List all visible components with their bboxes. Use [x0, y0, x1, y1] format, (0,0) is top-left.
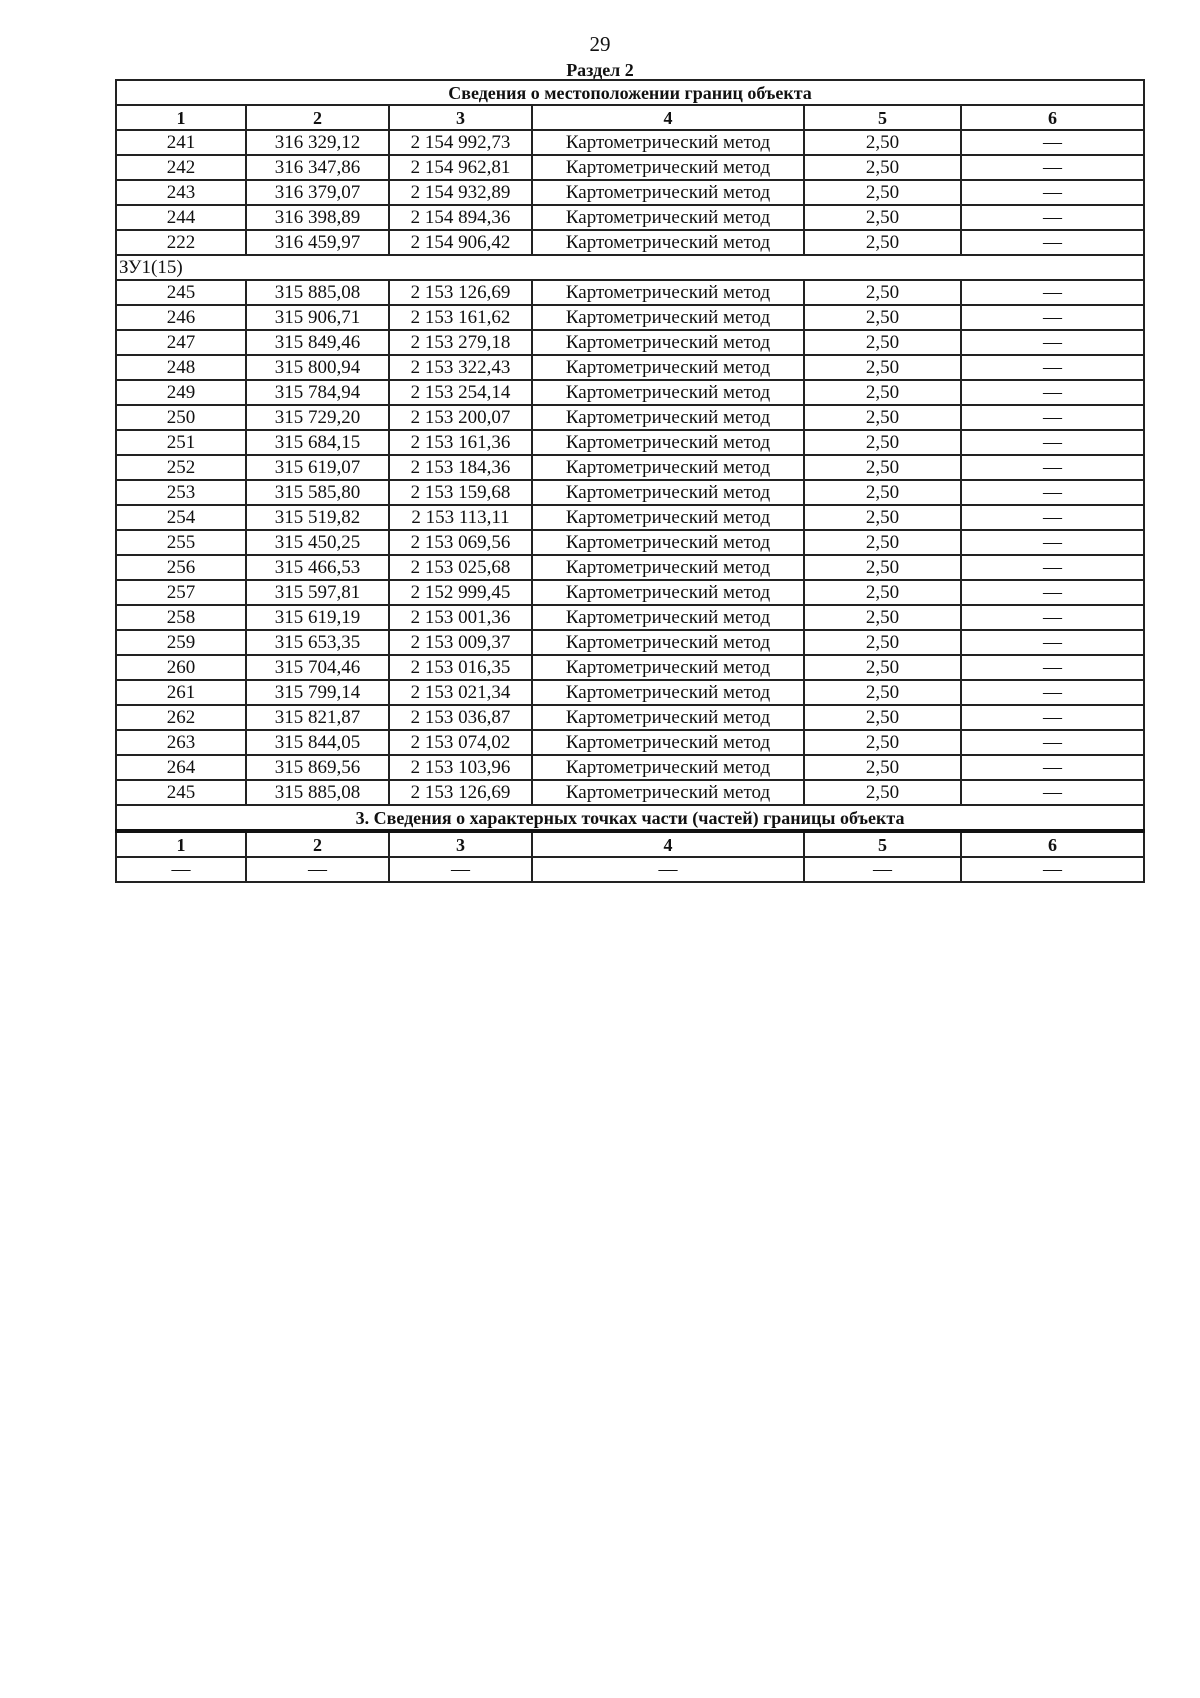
table-row [116, 405, 1144, 430]
table-cell: 315 585,80 [246, 480, 389, 505]
table-cell: Картометрический метод [532, 430, 804, 455]
column-header: 5 [804, 831, 961, 857]
table-cell: Картометрический метод [532, 380, 804, 405]
column-header: 5 [804, 105, 961, 130]
column-header: 2 [246, 831, 389, 857]
table-cell: 2 154 906,42 [389, 230, 532, 255]
table-cell: — [961, 455, 1144, 480]
table-cell: 2,50 [804, 580, 961, 605]
table-cell: 2,50 [804, 155, 961, 180]
table-cell: 2,50 [804, 330, 961, 355]
table-cell: 2 153 322,43 [389, 355, 532, 380]
section3-column-header-row [116, 831, 1144, 857]
table-cell: — [961, 655, 1144, 680]
table-cell: Картометрический метод [532, 280, 804, 305]
table-cell: — [961, 355, 1144, 380]
table-cell: Картометрический метод [532, 780, 804, 805]
column-header: 3 [389, 831, 532, 857]
table-cell: — [961, 705, 1144, 730]
table-row [116, 680, 1144, 705]
table-cell: — [961, 605, 1144, 630]
table-cell: 316 459,97 [246, 230, 389, 255]
column-header: 4 [532, 105, 804, 130]
table-cell: 242 [116, 155, 246, 180]
table-cell: 2,50 [804, 230, 961, 255]
table-row [116, 857, 1144, 882]
table-cell: Картометрический метод [532, 730, 804, 755]
table-cell: Картометрический метод [532, 180, 804, 205]
table-cell: 2,50 [804, 780, 961, 805]
column-header: 1 [116, 105, 246, 130]
table-cell: 2,50 [804, 530, 961, 555]
table-cell: 2,50 [804, 205, 961, 230]
boundary-table [115, 79, 1145, 883]
table-cell: — [961, 505, 1144, 530]
table-row [116, 230, 1144, 255]
group-label-section [116, 255, 1144, 280]
table-cell: 263 [116, 730, 246, 755]
table-cell: — [961, 730, 1144, 755]
column-header: 1 [116, 831, 246, 857]
group-label-row [116, 255, 1144, 280]
table-cell: 2 154 932,89 [389, 180, 532, 205]
table-cell: 2 154 992,73 [389, 130, 532, 155]
table-row [116, 180, 1144, 205]
table-cell: Картометрический метод [532, 405, 804, 430]
rows-group-a [116, 130, 1144, 255]
table-cell: 255 [116, 530, 246, 555]
table-cell: 2 153 161,62 [389, 305, 532, 330]
table-cell: 249 [116, 380, 246, 405]
table-cell: — [116, 857, 246, 882]
table-cell: 2 153 021,34 [389, 680, 532, 705]
table-cell: — [961, 430, 1144, 455]
table-cell: Картометрический метод [532, 655, 804, 680]
table-cell: — [961, 205, 1144, 230]
table-cell: 257 [116, 580, 246, 605]
table-cell: 315 844,05 [246, 730, 389, 755]
table-cell: 2 152 999,45 [389, 580, 532, 605]
table-cell: Картометрический метод [532, 205, 804, 230]
table-cell: 2 153 279,18 [389, 330, 532, 355]
table-cell: 2,50 [804, 380, 961, 405]
table-cell: 315 619,19 [246, 605, 389, 630]
table-cell: 315 885,08 [246, 780, 389, 805]
table-cell: 2,50 [804, 355, 961, 380]
table-cell: — [961, 380, 1144, 405]
table-cell: — [961, 280, 1144, 305]
table-cell: Картометрический метод [532, 605, 804, 630]
table-cell: 260 [116, 655, 246, 680]
table-cell: 248 [116, 355, 246, 380]
table-cell: 2,50 [804, 405, 961, 430]
table-cell: — [804, 857, 961, 882]
table-cell: — [961, 857, 1144, 882]
table-cell: 315 619,07 [246, 455, 389, 480]
table-cell: 2,50 [804, 280, 961, 305]
table-row [116, 580, 1144, 605]
table-cell: 2 153 001,36 [389, 605, 532, 630]
table-heading: Сведения о местоположении границ объекта [116, 80, 1144, 105]
table-cell: — [961, 155, 1144, 180]
table-cell: 315 821,87 [246, 705, 389, 730]
table-cell: — [246, 857, 389, 882]
table-cell: 252 [116, 455, 246, 480]
table-row [116, 205, 1144, 230]
table-cell: 245 [116, 280, 246, 305]
table-cell: 2 153 016,35 [389, 655, 532, 680]
table-cell: 316 379,07 [246, 180, 389, 205]
table-cell: Картометрический метод [532, 130, 804, 155]
table-cell: 2,50 [804, 680, 961, 705]
table-cell: 316 398,89 [246, 205, 389, 230]
table-row [116, 430, 1144, 455]
table-cell: — [961, 580, 1144, 605]
table-cell: 222 [116, 230, 246, 255]
table-cell: 2 154 894,36 [389, 205, 532, 230]
table-cell: 2 153 069,56 [389, 530, 532, 555]
table-cell: 2,50 [804, 730, 961, 755]
table-cell: 315 684,15 [246, 430, 389, 455]
table-row [116, 380, 1144, 405]
table-cell: 262 [116, 705, 246, 730]
table-cell: 315 729,20 [246, 405, 389, 430]
table-cell: 264 [116, 755, 246, 780]
table-cell: 315 869,56 [246, 755, 389, 780]
table-cell: 2,50 [804, 305, 961, 330]
table-cell: 2 153 009,37 [389, 630, 532, 655]
table-row [116, 755, 1144, 780]
table-cell: — [961, 130, 1144, 155]
table-row [116, 730, 1144, 755]
table-cell: 2,50 [804, 630, 961, 655]
table-cell: 244 [116, 205, 246, 230]
table-cell: 259 [116, 630, 246, 655]
table-cell: 243 [116, 180, 246, 205]
table-cell: — [961, 555, 1144, 580]
table-row [116, 655, 1144, 680]
table-cell: 315 799,14 [246, 680, 389, 705]
group-label: ЗУ1(15) [116, 255, 1144, 280]
table-cell: Картометрический метод [532, 455, 804, 480]
table-cell: 2,50 [804, 480, 961, 505]
table-cell: Картометрический метод [532, 530, 804, 555]
table-cell: 2 153 113,11 [389, 505, 532, 530]
table-row [116, 330, 1144, 355]
table-cell: 315 597,81 [246, 580, 389, 605]
column-header: 2 [246, 105, 389, 130]
section3-heading: 3. Сведения о характерных точках части (частей) границы объекта [116, 805, 1144, 831]
column-header: 3 [389, 105, 532, 130]
table-cell: 315 849,46 [246, 330, 389, 355]
table-row [116, 605, 1144, 630]
column-header: 4 [532, 831, 804, 857]
table-cell: Картометрический метод [532, 555, 804, 580]
table-cell: — [961, 530, 1144, 555]
table-cell: Картометрический метод [532, 755, 804, 780]
table-cell: Картометрический метод [532, 355, 804, 380]
table-cell: 2 153 036,87 [389, 705, 532, 730]
table-cell: 316 329,12 [246, 130, 389, 155]
table-cell: — [961, 480, 1144, 505]
table-row [116, 530, 1144, 555]
table-cell: 256 [116, 555, 246, 580]
table-cell: — [389, 857, 532, 882]
column-header: 6 [961, 831, 1144, 857]
table-row [116, 630, 1144, 655]
table-cell: 2,50 [804, 455, 961, 480]
table-cell: — [961, 230, 1144, 255]
table-row [116, 705, 1144, 730]
table-cell: 245 [116, 780, 246, 805]
table-cell: 254 [116, 505, 246, 530]
table-row [116, 355, 1144, 380]
table-cell: — [961, 780, 1144, 805]
table-cell: 258 [116, 605, 246, 630]
table-cell: 2 153 161,36 [389, 430, 532, 455]
table-cell: 250 [116, 405, 246, 430]
table-cell: — [961, 405, 1144, 430]
table-cell: 315 450,25 [246, 530, 389, 555]
table-row [116, 455, 1144, 480]
table-row [116, 155, 1144, 180]
table-cell: 2,50 [804, 755, 961, 780]
table-cell: 2,50 [804, 430, 961, 455]
table-cell: 2 153 159,68 [389, 480, 532, 505]
table-cell: 315 519,82 [246, 505, 389, 530]
table-cell: 2,50 [804, 705, 961, 730]
table-row [116, 780, 1144, 805]
table-cell: 2,50 [804, 130, 961, 155]
table-cell: 246 [116, 305, 246, 330]
table-cell: 2,50 [804, 655, 961, 680]
section-title: Раздел 2 [566, 60, 634, 80]
table-row [116, 130, 1144, 155]
column-header-row [116, 105, 1144, 130]
table-cell: Картометрический метод [532, 630, 804, 655]
rows-group-b [116, 280, 1144, 805]
table-cell: 2,50 [804, 180, 961, 205]
table-cell: 2 153 184,36 [389, 455, 532, 480]
table-row [116, 555, 1144, 580]
table-cell: 261 [116, 680, 246, 705]
table-cell: 315 653,35 [246, 630, 389, 655]
table-cell: 253 [116, 480, 246, 505]
table-cell: Картометрический метод [532, 305, 804, 330]
table-cell: 315 704,46 [246, 655, 389, 680]
table-cell: 315 885,08 [246, 280, 389, 305]
table-cell: Картометрический метод [532, 230, 804, 255]
table-cell: 315 800,94 [246, 355, 389, 380]
table-cell: — [961, 630, 1144, 655]
table-heading-row [116, 80, 1144, 105]
table-cell: Картометрический метод [532, 680, 804, 705]
section3-heading-row [116, 805, 1144, 831]
table-cell: 2 153 200,07 [389, 405, 532, 430]
table-cell: 315 906,71 [246, 305, 389, 330]
table-cell: — [961, 330, 1144, 355]
table-cell: 315 466,53 [246, 555, 389, 580]
table-cell: — [961, 755, 1144, 780]
table-cell: 316 347,86 [246, 155, 389, 180]
table-cell: 315 784,94 [246, 380, 389, 405]
table-cell: 251 [116, 430, 246, 455]
table-cell: Картометрический метод [532, 505, 804, 530]
table-row [116, 505, 1144, 530]
table-cell: — [961, 180, 1144, 205]
table-cell: Картометрический метод [532, 705, 804, 730]
table-cell: 241 [116, 130, 246, 155]
table-cell: 2 153 103,96 [389, 755, 532, 780]
page-number: 29 [589, 32, 611, 56]
table-cell: Картометрический метод [532, 580, 804, 605]
table-cell: 2 153 025,68 [389, 555, 532, 580]
column-header: 6 [961, 105, 1144, 130]
table-cell: Картометрический метод [532, 330, 804, 355]
table-cell: Картометрический метод [532, 155, 804, 180]
table-cell: — [961, 680, 1144, 705]
table-cell: 2 153 126,69 [389, 780, 532, 805]
table-cell: 2,50 [804, 555, 961, 580]
table-row [116, 305, 1144, 330]
table-row [116, 280, 1144, 305]
section3 [116, 805, 1144, 857]
table-cell: Картометрический метод [532, 480, 804, 505]
table-cell: 2 153 074,02 [389, 730, 532, 755]
table-cell: — [961, 305, 1144, 330]
table-cell: 2,50 [804, 605, 961, 630]
table-cell: 2 153 254,14 [389, 380, 532, 405]
table-row [116, 480, 1144, 505]
table-cell: 2,50 [804, 505, 961, 530]
table-cell: 247 [116, 330, 246, 355]
section3-rows [116, 857, 1144, 882]
table-cell: 2 153 126,69 [389, 280, 532, 305]
table-cell: 2 154 962,81 [389, 155, 532, 180]
table-cell: — [532, 857, 804, 882]
